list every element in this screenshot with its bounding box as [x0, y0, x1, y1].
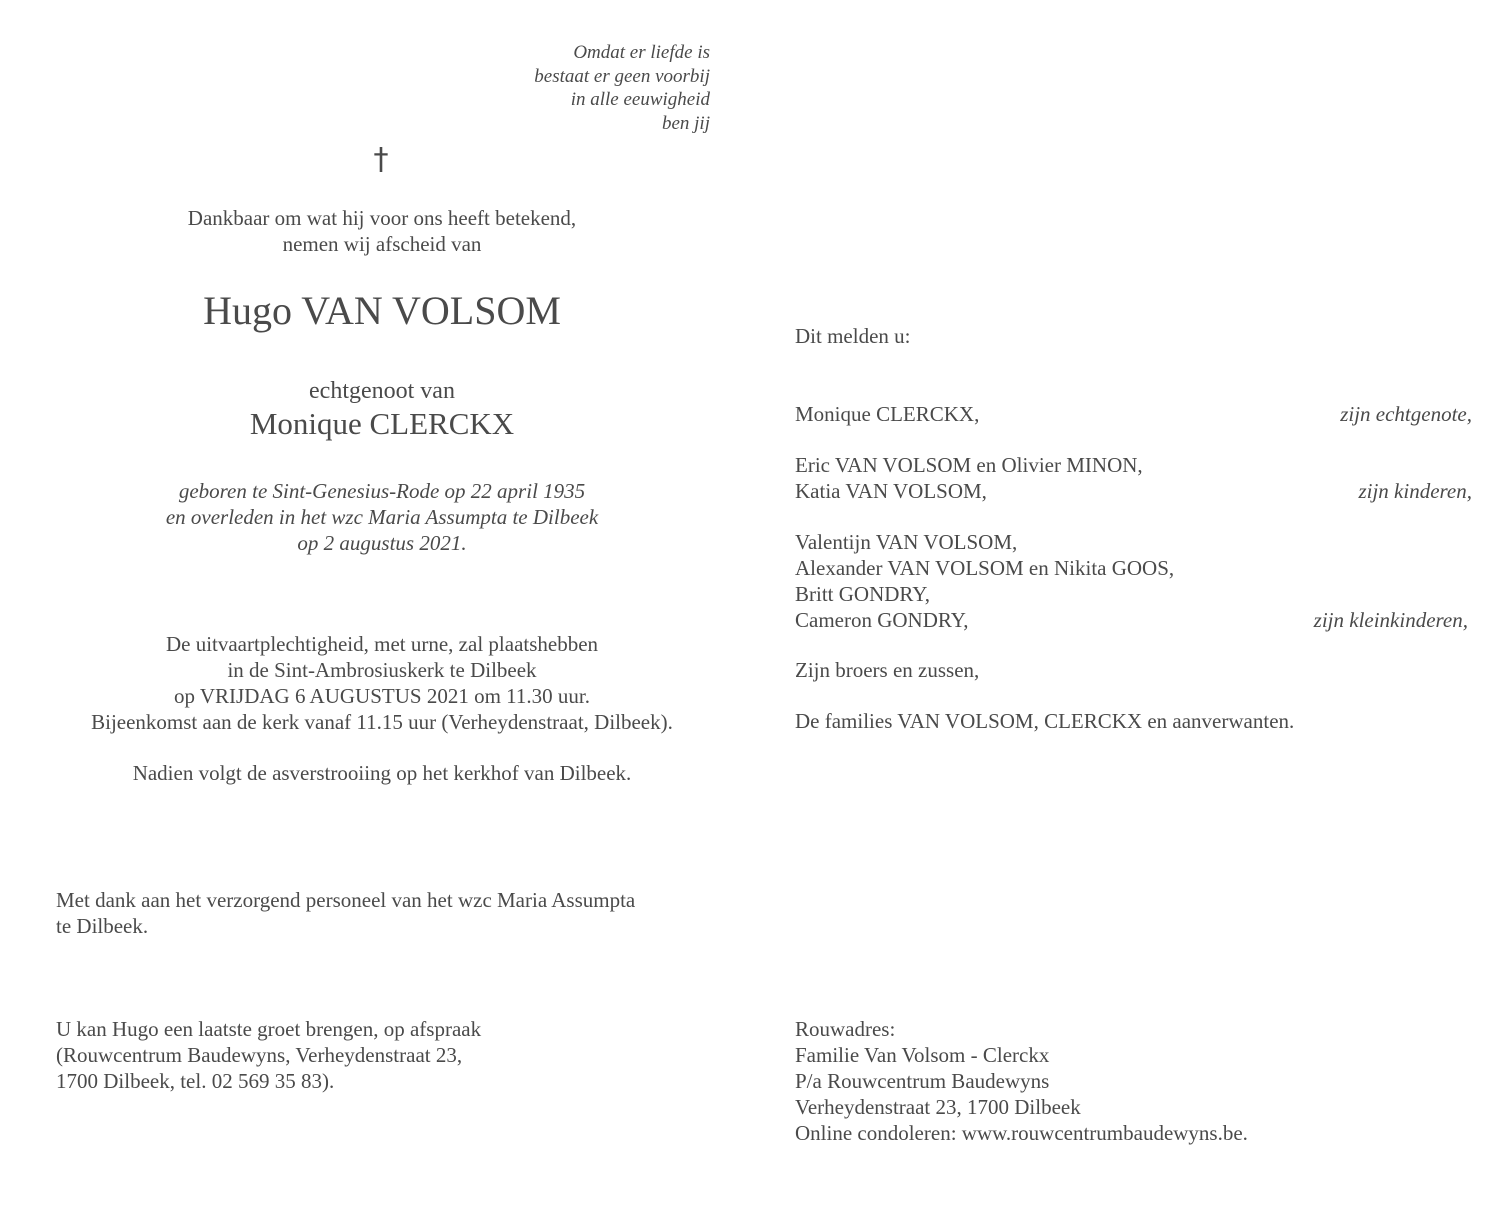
address-line: Verheydenstraat 23, 1700 Dilbeek [795, 1095, 1081, 1119]
address-line: Familie Van Volsom - Clerckx [795, 1043, 1050, 1067]
visit-line: U kan Hugo een laatste groet brengen, op afspraak [56, 1017, 482, 1041]
relation-label: zijn echtgenote, [1340, 402, 1472, 426]
mourner-name: Valentijn VAN VOLSOM, [795, 530, 1018, 554]
mourner-row [795, 581, 1472, 607]
mourner-name: Eric VAN VOLSOM en Olivier MINON, [795, 453, 1143, 477]
visit-line: 1700 Dilbeek, tel. 02 569 35 83). [56, 1069, 335, 1093]
address-line: P/a Rouwcentrum Baudewyns [795, 1069, 1050, 1093]
relation-label: zijn kinderen, [1358, 479, 1472, 503]
thanks-note [56, 887, 635, 939]
thanks-line: Met dank aan het verzorgend personeel van het wzc Maria Assumpta [56, 888, 636, 912]
birth-death-line: geboren te Sint-Genesius-Rode op 22 april 1935 [178, 479, 586, 503]
mourners-families: De families VAN VOLSOM, CLERCKX en aanverwanten. [795, 709, 1295, 733]
visit-line: (Rouwcentrum Baudewyns, Verheydenstraat 23, [56, 1043, 463, 1067]
intro-text [40, 205, 724, 257]
mourners-spouse [795, 401, 1472, 427]
mourner-name: Monique CLERCKX, [795, 402, 980, 426]
spouse-relation: echtgenoot van [309, 378, 455, 404]
birth-death-line: op 2 augustus 2021. [297, 531, 467, 555]
mourners-children [795, 452, 1472, 504]
poem-line: Omdat er liefde is [573, 42, 710, 63]
ceremony-info [40, 631, 724, 735]
mourner-name: Cameron GONDRY, [795, 608, 969, 632]
birth-death-info [40, 478, 724, 556]
birth-death-line: en overleden in het wzc Maria Assumpta te Dilbeek [165, 505, 599, 529]
mourner-name: Britt GONDRY, [795, 582, 930, 606]
poem-line: ben jij [661, 112, 710, 134]
poem [480, 41, 710, 135]
poem-line: bestaat er geen voorbij [534, 65, 710, 87]
mourner-row [795, 607, 1472, 633]
mourner-name: Katia VAN VOLSOM, [795, 479, 987, 503]
poem-line: in alle eeuwigheid [570, 89, 710, 110]
intro-line: Dankbaar om wat hij voor ons heeft betekend, [187, 206, 577, 230]
deceased-name: Hugo VAN VOLSOM [203, 288, 561, 333]
mourner-row [795, 452, 1472, 478]
ceremony-line: op VRIJDAG 6 AUGUSTUS 2021 om 11.30 uur. [174, 684, 590, 708]
mourners-siblings: Zijn broers en zussen, [795, 658, 980, 682]
mourner-row [795, 401, 1472, 427]
relation-label: zijn kleinkinderen, [1313, 608, 1468, 632]
address-line: Rouwadres: [795, 1017, 896, 1041]
spouse-name: Monique CLERCKX [249, 406, 515, 441]
announce-heading: Dit melden u: [795, 324, 911, 348]
ceremony-line: Bijeenkomst aan de kerk vanaf 11.15 uur (Verheydenstraat, Dilbeek). [91, 710, 673, 734]
address-line: Online condoleren: www.rouwcentrumbaudewyns.be. [795, 1121, 1248, 1145]
mourner-row [795, 478, 1472, 504]
mourner-name: Alexander VAN VOLSOM en Nikita GOOS, [795, 556, 1175, 580]
mourner-row [795, 555, 1472, 581]
ceremony-line: in de Sint-Ambrosiuskerk te Dilbeek [227, 658, 537, 682]
mourners-grandchildren [795, 529, 1472, 633]
mourner-row [795, 529, 1472, 555]
thanks-line: te Dilbeek. [56, 914, 149, 938]
mourning-address [795, 1016, 1472, 1146]
visit-info [56, 1016, 481, 1094]
intro-line: nemen wij afscheid van [282, 232, 482, 256]
ashes-info: Nadien volgt de asverstrooiing op het kerkhof van Dilbeek. [132, 761, 632, 785]
cross-icon: † [373, 142, 389, 177]
ceremony-line: De uitvaartplechtigheid, met urne, zal plaatshebben [165, 632, 599, 656]
